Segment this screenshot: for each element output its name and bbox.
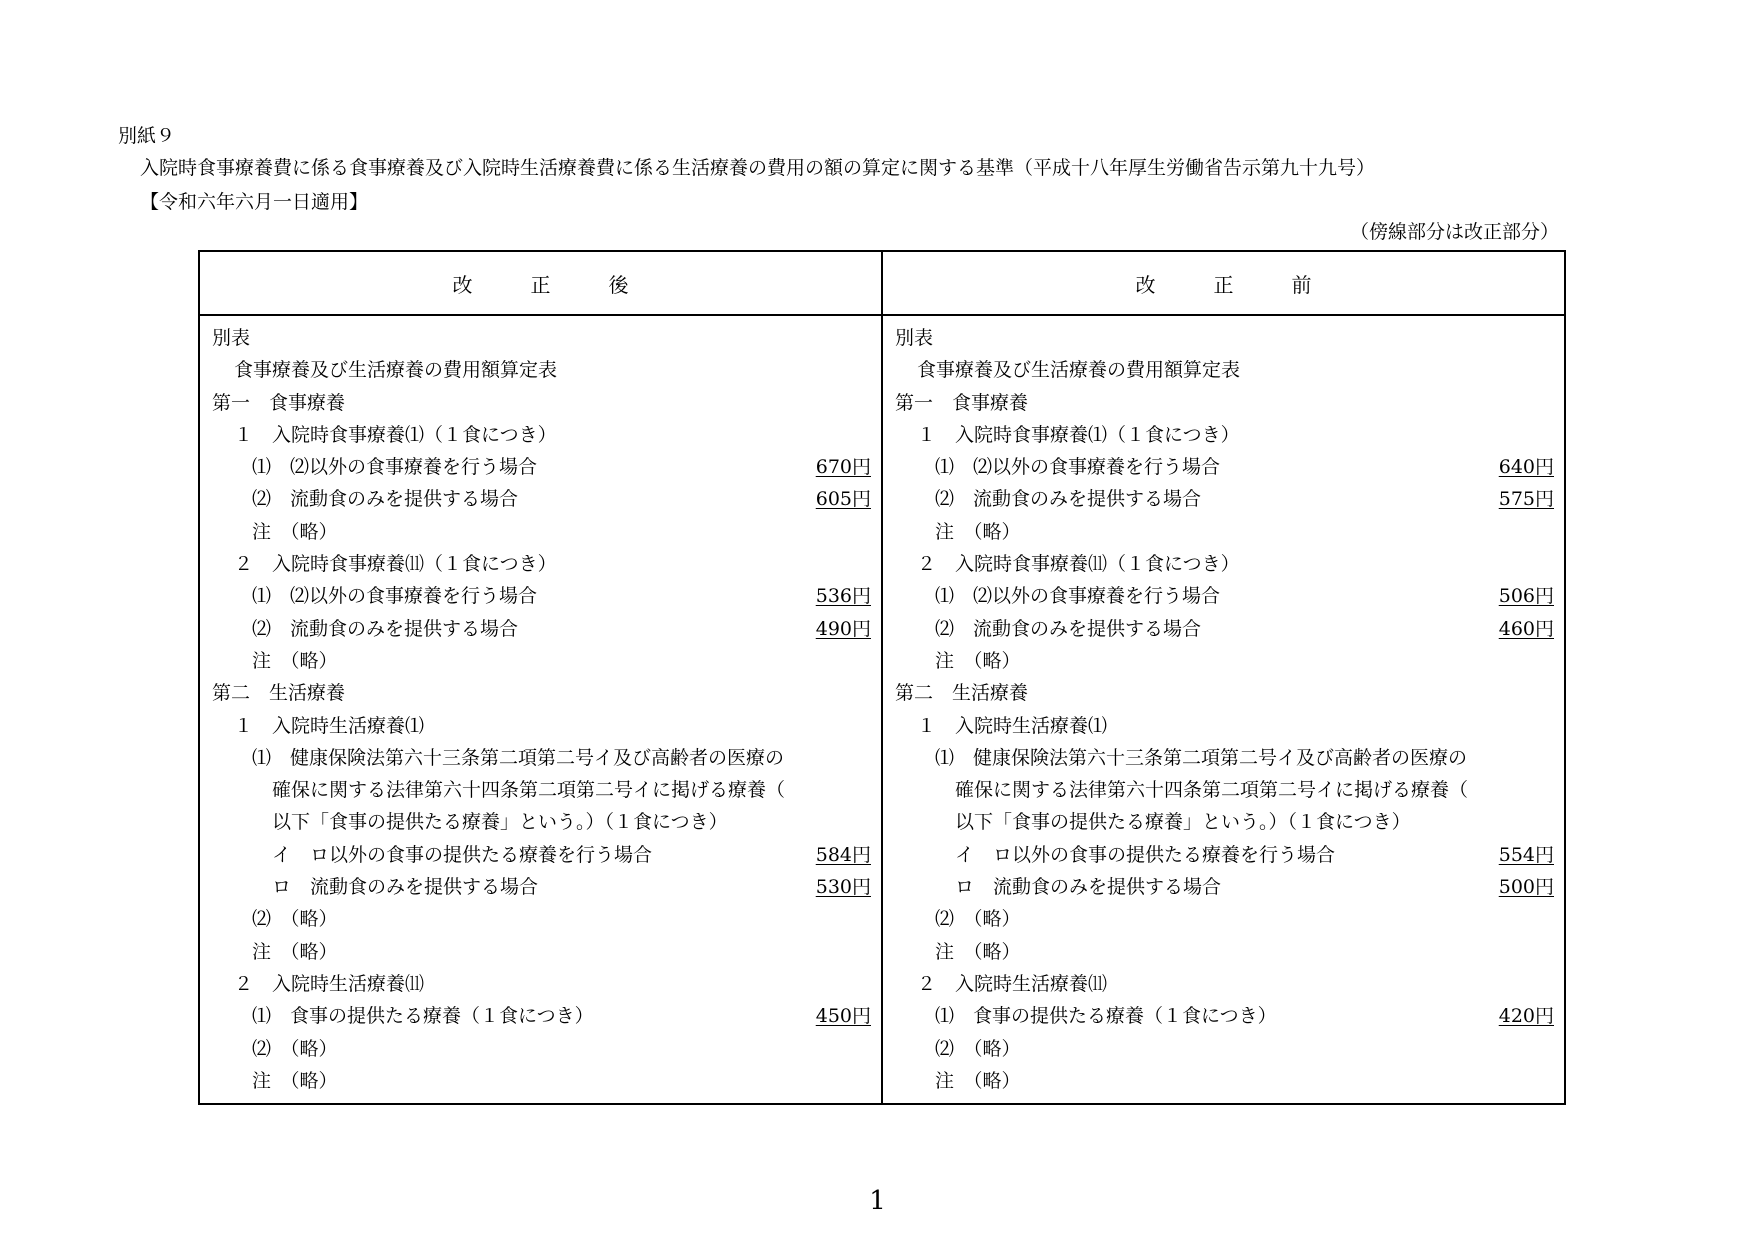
text-line (212, 806, 871, 838)
line-text: ⑵ 流動食のみを提供する場合 (252, 617, 519, 640)
text-line (212, 483, 871, 515)
fee-amount: 575円 (1498, 488, 1554, 511)
line-text: 注 （略） (935, 940, 1021, 963)
annex-label: 別紙９ (118, 125, 176, 147)
before-column (882, 315, 1565, 1104)
line-text: ⑵ （略） (252, 1037, 338, 1060)
line-text: イ ロ以外の食事の提供たる療養を行う場合 (955, 843, 1336, 866)
line-text: ２ 入院時食事療養⑾（１食につき） (917, 553, 1240, 576)
line-text: 注 （略） (252, 649, 338, 672)
line-text: １ 入院時食事療養⑴（１食につき） (917, 423, 1240, 446)
text-line (895, 387, 1554, 419)
line-text: ⑴ ⑵以外の食事療養を行う場合 (935, 456, 1221, 479)
text-line (895, 742, 1554, 774)
text-line (895, 968, 1554, 1000)
line-text: ロ 流動食のみを提供する場合 (272, 876, 539, 899)
line-text: ⑵ 流動食のみを提供する場合 (935, 617, 1202, 640)
column-header-after: 改正後 (199, 251, 882, 315)
text-line (895, 548, 1554, 580)
text-line (895, 871, 1554, 903)
line-text: 食事療養及び生活療養の費用額算定表 (234, 359, 558, 382)
text-line (212, 839, 871, 871)
text-line (895, 613, 1554, 645)
text-line (212, 548, 871, 580)
line-text: 注 （略） (935, 520, 1021, 543)
text-line (895, 322, 1554, 354)
document-title: 入院時食事療養費に係る食事療養及び入院時生活療養費に係る生活療養の費用の額の算定に関する基準（平成十八年厚生労働省告示第九十九号） (140, 157, 1376, 179)
text-line (895, 677, 1554, 709)
text-line (212, 613, 871, 645)
text-line (212, 968, 871, 1000)
line-text: 注 （略） (252, 1069, 338, 1092)
text-line (212, 516, 871, 548)
line-text: 以下「食事の提供たる療養」という。）（１食につき） (955, 811, 1411, 834)
text-line (212, 322, 871, 354)
line-text: ⑴ 食事の提供たる療養（１食につき） (935, 1005, 1277, 1028)
line-text: 別表 (212, 327, 251, 349)
line-text: ⑴ ⑵以外の食事療養を行う場合 (252, 585, 538, 608)
fee-amount: 536円 (815, 585, 871, 608)
text-line (212, 419, 871, 451)
line-text: １ 入院時食事療養⑴（１食につき） (234, 423, 557, 446)
line-text: 注 （略） (252, 520, 338, 543)
fee-amount: 584円 (815, 843, 871, 866)
line-text: ロ 流動食のみを提供する場合 (955, 876, 1222, 899)
line-text: ２ 入院時生活療養⑾ (917, 972, 1108, 995)
text-line (895, 710, 1554, 742)
text-line (895, 580, 1554, 612)
legend-note: （傍線部分は改正部分） (1349, 221, 1559, 243)
line-text: ⑴ 食事の提供たる療養（１食につき） (252, 1005, 594, 1028)
fee-amount: 530円 (815, 876, 871, 899)
text-line (212, 1033, 871, 1065)
text-line (895, 839, 1554, 871)
text-line (212, 451, 871, 483)
line-text: 別表 (895, 327, 934, 349)
line-text: ２ 入院時生活療養⑾ (234, 972, 425, 995)
line-text: ⑵ （略） (935, 1037, 1021, 1060)
line-text: 確保に関する法律第六十四条第二項第二号イに掲げる療養（ (272, 779, 786, 802)
fee-amount: 420円 (1498, 1005, 1554, 1028)
comparison-table (198, 250, 1566, 1105)
line-text: ⑵ 流動食のみを提供する場合 (935, 488, 1202, 511)
fee-amount: 500円 (1498, 876, 1554, 899)
line-text: イ ロ以外の食事の提供たる療養を行う場合 (272, 843, 653, 866)
fee-amount: 450円 (815, 1005, 871, 1028)
text-line (895, 516, 1554, 548)
fee-amount: 605円 (815, 488, 871, 511)
text-line (895, 451, 1554, 483)
text-line (895, 774, 1554, 806)
text-line (212, 645, 871, 677)
text-line (212, 936, 871, 968)
line-text: １ 入院時生活療養⑴ (234, 714, 425, 737)
text-line (895, 1065, 1554, 1097)
page-number: 1 (869, 1186, 886, 1216)
text-line (212, 580, 871, 612)
line-text: 以下「食事の提供たる療養」という。）（１食につき） (272, 811, 728, 834)
column-header-before: 改正前 (882, 251, 1565, 315)
text-line (895, 645, 1554, 677)
text-line (212, 742, 871, 774)
text-line (895, 806, 1554, 838)
text-line (212, 354, 871, 386)
text-line (212, 710, 871, 742)
line-text: 注 （略） (935, 1069, 1021, 1092)
line-text: ⑵ （略） (935, 908, 1021, 931)
text-line (895, 903, 1554, 935)
text-line (895, 419, 1554, 451)
line-text: 食事療養及び生活療養の費用額算定表 (917, 359, 1241, 382)
text-line (212, 1000, 871, 1032)
text-line (895, 936, 1554, 968)
fee-amount: 670円 (815, 456, 871, 479)
line-text: 注 （略） (935, 649, 1021, 672)
text-line (212, 871, 871, 903)
line-text: 第一 食事療養 (212, 391, 346, 414)
text-line (895, 483, 1554, 515)
line-text: ⑵ 流動食のみを提供する場合 (252, 488, 519, 511)
fee-amount: 490円 (815, 617, 871, 640)
line-text: ⑴ ⑵以外の食事療養を行う場合 (935, 585, 1221, 608)
text-line (895, 1000, 1554, 1032)
line-text: 確保に関する法律第六十四条第二項第二号イに掲げる療養（ (955, 779, 1469, 802)
text-line (212, 774, 871, 806)
line-text: 注 （略） (252, 940, 338, 963)
text-line (212, 903, 871, 935)
after-column (199, 315, 882, 1104)
effective-date: 【令和六年六月一日適用】 (140, 191, 369, 213)
text-line (212, 1065, 871, 1097)
line-text: １ 入院時生活療養⑴ (917, 714, 1108, 737)
fee-amount: 640円 (1498, 456, 1554, 479)
fee-amount: 460円 (1498, 617, 1554, 640)
line-text: 第二 生活療養 (895, 682, 1029, 705)
line-text: ⑴ ⑵以外の食事療養を行う場合 (252, 456, 538, 479)
text-line (895, 1033, 1554, 1065)
line-text: ⑴ 健康保険法第六十三条第二項第二号イ及び高齢者の医療の (252, 746, 785, 769)
fee-amount: 506円 (1498, 585, 1554, 608)
text-line (895, 354, 1554, 386)
line-text: ⑵ （略） (252, 908, 338, 931)
fee-amount: 554円 (1498, 843, 1554, 866)
line-text: ⑴ 健康保険法第六十三条第二項第二号イ及び高齢者の医療の (935, 746, 1468, 769)
text-line (212, 677, 871, 709)
line-text: 第二 生活療養 (212, 682, 346, 705)
line-text: 第一 食事療養 (895, 391, 1029, 414)
text-line (212, 387, 871, 419)
line-text: ２ 入院時食事療養⑾（１食につき） (234, 553, 557, 576)
